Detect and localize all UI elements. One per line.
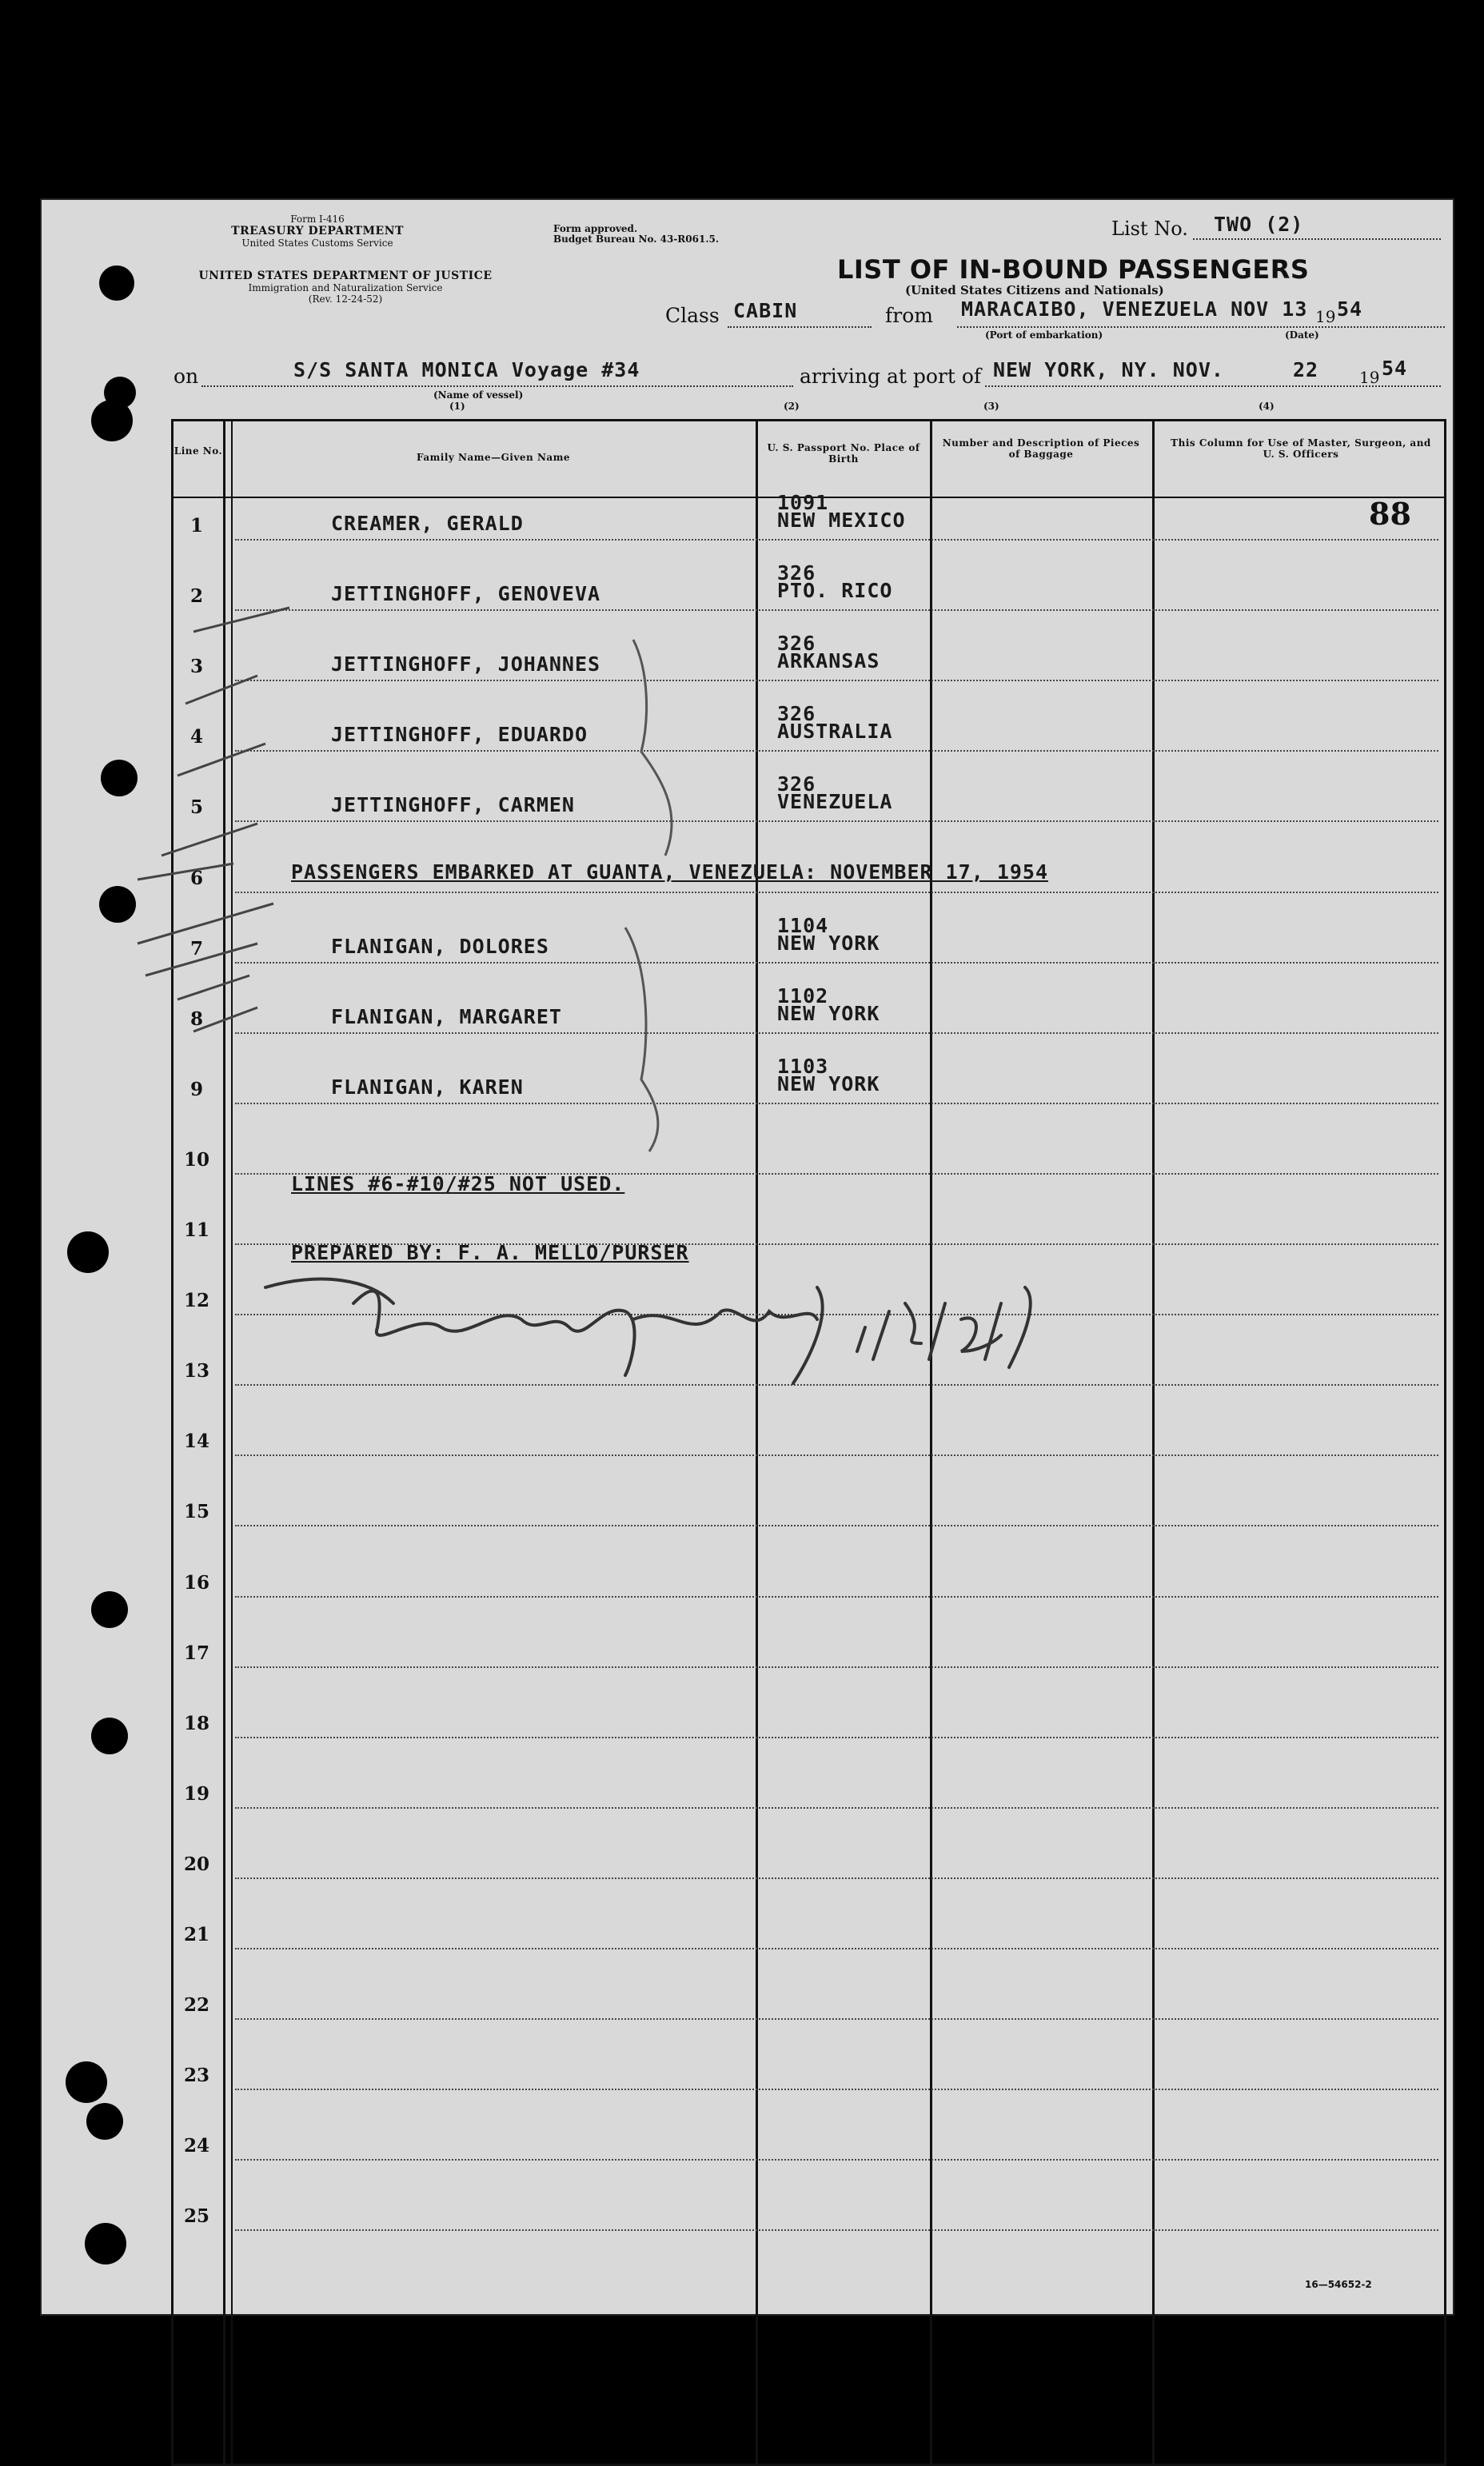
col-officers: This Column for Use of Master, Surgeon, and U. S. Officers — [1171, 437, 1431, 460]
line-number: 12 — [183, 1290, 209, 1312]
line-number: 1 — [189, 515, 203, 537]
vessel-value: S/S SANTA MONICA Voyage #34 — [293, 358, 640, 381]
date-caption: (Date) — [1285, 329, 1319, 341]
punch-hole — [66, 2061, 107, 2103]
line-number: 14 — [183, 1431, 209, 1453]
passenger-name: FLANIGAN, KAREN — [331, 1075, 524, 1099]
caption-4: (4) — [1259, 401, 1275, 412]
caption-3: (3) — [983, 401, 999, 412]
line-number: 3 — [189, 656, 203, 678]
line-number: 16 — [183, 1571, 209, 1594]
place-of-birth: NEW YORK — [777, 1071, 880, 1095]
note-guanta: PASSENGERS EMBARKED AT GUANTA, VENEZUELA: NOVEMBER 17, 1954 — [291, 860, 1049, 884]
line-number: 5 — [189, 796, 203, 819]
class-value: CABIN — [733, 299, 798, 322]
from-label: from — [885, 304, 933, 327]
caption-2: (2) — [784, 401, 800, 412]
punch-hole — [85, 2223, 126, 2264]
line-number: 15 — [183, 1501, 209, 1523]
col-passport: U. S. Passport No. Place of Birth — [767, 442, 920, 465]
punch-hole — [91, 1591, 128, 1628]
passenger-name: JETTINGHOFF, CARMEN — [331, 793, 575, 817]
arrival-year: 54 — [1382, 357, 1408, 380]
line-number: 7 — [189, 937, 203, 960]
line-number: 2 — [189, 585, 203, 608]
line-number: 25 — [183, 2205, 209, 2228]
passport-number: 1091 — [777, 491, 829, 514]
on-label: on — [174, 365, 199, 388]
passport-number: 326 — [777, 772, 816, 796]
passenger-name: JETTINGHOFF, EDUARDO — [331, 723, 588, 747]
dept1: TREASURY DEPARTMENT — [231, 225, 404, 237]
handwritten-signature — [257, 1255, 1217, 1415]
passenger-name: CREAMER, GERALD — [331, 512, 524, 535]
line-number: 10 — [183, 1148, 209, 1171]
line-number: 19 — [183, 1782, 209, 1805]
list-no-value: TWO (2) — [1214, 213, 1304, 236]
line-number: 23 — [183, 2065, 209, 2087]
passenger-name: JETTINGHOFF, GENOVEVA — [331, 582, 601, 606]
dept1-sub: United States Customs Service — [241, 237, 393, 249]
col-line-no: Line No. — [174, 445, 223, 457]
line-number: 22 — [183, 1994, 209, 2017]
place-of-birth: ARKANSAS — [777, 649, 880, 673]
caption-1: (1) — [449, 401, 465, 412]
list-no-label: List No. — [1111, 217, 1188, 240]
passenger-name: FLANIGAN, DOLORES — [331, 934, 549, 958]
form-code: 16—54652-2 — [1305, 2279, 1372, 2290]
place-of-birth: PTO. RICO — [777, 579, 893, 603]
passenger-name: FLANIGAN, MARGARET — [331, 1004, 562, 1028]
passport-number: 326 — [777, 561, 816, 585]
note-prepared-by: PREPARED BY: F. A. MELLO/PURSER — [291, 1241, 689, 1264]
line-number: 11 — [183, 1219, 209, 1241]
place-of-birth: AUSTRALIA — [777, 720, 893, 744]
budget-bureau: Budget Bureau No. 43-R061.5. — [553, 233, 720, 245]
pencil-bracket — [617, 624, 713, 1183]
arriving-label: arriving at port of — [800, 365, 982, 388]
passport-number: 326 — [777, 632, 816, 656]
pencil-check-marks — [130, 600, 385, 1175]
punch-hole — [67, 1231, 109, 1273]
col-baggage: Number and Description of Pieces of Baggage — [942, 437, 1140, 460]
place-of-birth: NEW YORK — [777, 931, 880, 955]
line-number: 8 — [189, 1008, 203, 1030]
passport-number: 1102 — [777, 984, 829, 1008]
passport-number: 1103 — [777, 1054, 829, 1078]
port-embarkation-caption: (Port of embarkation) — [985, 329, 1103, 341]
punch-hole — [86, 2103, 123, 2140]
line-number: 6 — [189, 867, 203, 889]
place-of-birth: NEW MEXICO — [777, 509, 906, 532]
page-title: LIST OF IN-BOUND PASSENGERS — [837, 254, 1310, 285]
passport-number: 1104 — [777, 913, 829, 937]
class-label: Class — [665, 304, 720, 327]
arrival-port: NEW YORK, NY. NOV. — [993, 358, 1224, 381]
arrival-year-prefix: 19 — [1359, 368, 1380, 387]
place-of-birth: VENEZUELA — [777, 790, 893, 814]
dept2: UNITED STATES DEPARTMENT OF JUSTICE — [198, 269, 493, 282]
revision: (Rev. 12-24-52) — [308, 293, 383, 305]
place-of-birth: NEW YORK — [777, 1001, 880, 1025]
arrival-day: 22 — [1293, 358, 1319, 381]
officer-mark: 88 — [1369, 496, 1411, 532]
line-number: 24 — [183, 2135, 209, 2157]
col-name: Family Name—Given Name — [416, 452, 571, 463]
line-number: 17 — [183, 1642, 209, 1664]
line-number: 13 — [183, 1360, 209, 1383]
page-subtitle: (United States Citizens and Nationals) — [905, 283, 1164, 297]
line-number: 20 — [183, 1853, 209, 1875]
dept2-sub: Immigration and Naturalization Service — [248, 282, 443, 293]
line-number: 4 — [189, 726, 203, 748]
line-number: 21 — [183, 1924, 209, 1945]
line-number: 9 — [189, 1078, 203, 1100]
punch-hole — [99, 265, 134, 301]
from-year-prefix: 19 — [1315, 307, 1336, 326]
note-lines-not-used: LINES #6-#10/#25 NOT USED. — [291, 1172, 625, 1195]
passport-number: 326 — [777, 702, 816, 726]
manifest-page — [40, 198, 1454, 2316]
sig-date-text: 11/22/54 — [961, 1271, 965, 1272]
line-number: 18 — [183, 1712, 209, 1734]
punch-hole — [104, 377, 136, 409]
form-approved: Form approved. — [553, 223, 638, 234]
passenger-name: JETTINGHOFF, JOHANNES — [331, 652, 601, 676]
vessel-caption: (Name of vessel) — [433, 389, 524, 401]
form-number: Form I-416 — [290, 213, 345, 225]
from-value: MARACAIBO, VENEZUELA NOV 13 — [961, 297, 1308, 321]
from-year: 54 — [1337, 297, 1363, 321]
punch-hole — [91, 1718, 128, 1754]
